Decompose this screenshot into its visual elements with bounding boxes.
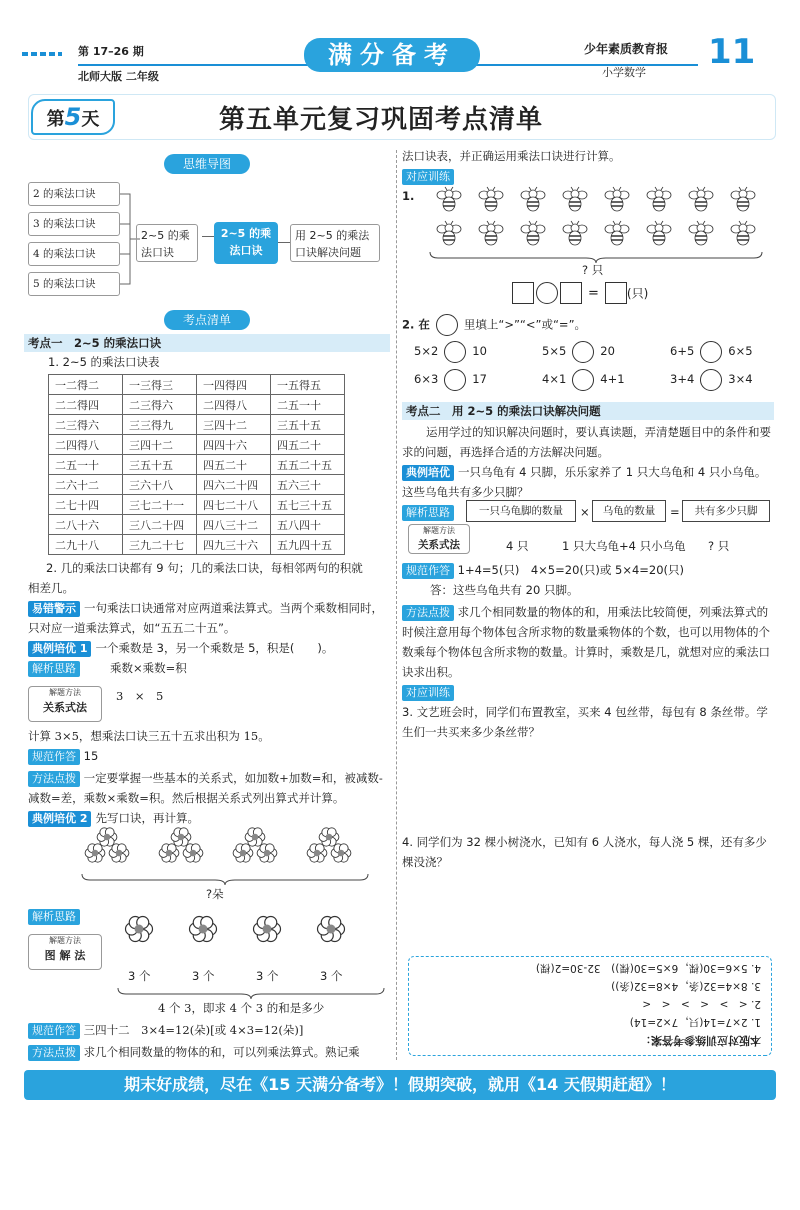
table-cell: 三七二十一 [123,495,197,515]
ex2-label: 典例培优 2 [28,811,91,827]
blank-circle[interactable] [536,282,558,304]
bee-icon [730,186,756,218]
below-label: ? 只 [708,539,730,553]
bee-icon [688,220,714,252]
mindmap-mid: 2~5 的乘法口诀 [136,224,198,262]
method-box-right [408,524,470,554]
compare-circle[interactable] [700,341,722,363]
compare-circle[interactable] [572,369,594,391]
bee-icon [436,220,462,252]
flower-icon [252,914,282,948]
flower-icon [188,914,218,948]
tip2-text: 求几个相同数量的物体的和，可以列乘法算式。熟记乘 [83,1045,360,1059]
table-row [49,455,345,475]
tip2-label: 方法点拨 [28,1045,80,1061]
table-cell: 一四得四 [197,375,271,395]
bee-icon [562,186,588,218]
group-label: 3 个 [256,969,279,983]
warn-label: 易错警示 [28,601,80,617]
group-label: 3 个 [320,969,343,983]
table-cell: 三三得九 [123,415,197,435]
ex1-text: 一个乘数是 3，另一个乘数是 5，积是( )。 [95,641,334,655]
train-label: 对应训练 [402,169,454,185]
flower-singles [108,906,378,952]
bee-icon [646,220,672,252]
formula-nums: 3 × 5 [116,689,164,703]
tip-right-text: 求几个相同数量的物体的和，用乘法比较简便，列乘法算式的时候注意用每个物体包含所求物的数量乘物体的个数，也可以用物体的个数乘每个物体包含所求物的数量。计算时，乘数是几，就想对应的乘法口诀求出积。 [402,605,770,679]
issue-text: 第 17–26 期 [78,45,144,58]
table-row [49,415,345,435]
flower-group [76,826,136,876]
mindmap-heading: 思维导图 [164,154,250,174]
table-cell: 三五十五 [271,415,345,435]
table-cell: 四八三十二 [197,515,271,535]
table-cell: 三六十八 [123,475,197,495]
checklist-heading: 考点清单 [164,310,250,330]
table-cell: 五九四十五 [271,535,345,555]
formula: 乘数×乘数=积 [110,661,187,675]
table-cell: 五六三十 [271,475,345,495]
compare-right: 20 [600,344,615,358]
bee-icon [520,186,546,218]
ans-line1: 1+4=5(只) 4×5=20(只)或 5×4=20(只) [457,563,685,577]
table-cell: 二四得八 [49,435,123,455]
mindmap-item: 4 的乘法口诀 [28,242,120,266]
bee-icon [688,186,714,218]
day-prefix: 第 [46,109,65,130]
compare-left: 3+4 [670,372,695,386]
warn-text: 一句乘法口诀通常对应两道乘法算式。当两个乘数相同时，只对应一道乘法算式，如“五五二十五”。 [28,601,383,635]
method-name-right: 关系式法 [418,539,460,551]
an-label: 解析思路 [402,505,454,521]
title-block [28,94,776,140]
column-divider [396,150,397,1060]
mindmap-item: 2 的乘法口诀 [28,182,120,206]
left-column [24,150,392,1210]
bee-icon [478,220,504,252]
mindmap-right: 用 2~5 的乘法口诀解决问题 [290,224,380,262]
banner-title: 满分备考 [304,38,480,72]
group-label: 3 个 [192,969,215,983]
relation-box: 乌龟的数量 [592,500,666,522]
method2-box [28,934,102,970]
mindmap-connector [278,242,290,243]
right-column [402,146,776,1066]
flower-icon [256,842,278,868]
table-row [49,435,345,455]
bee-icon [520,220,546,252]
footer-banner: 期末好成绩，尽在《15 天满分备考》！假期突破，就用《14 天假期赶超》！ [24,1070,776,1100]
flower-brace [80,872,370,886]
compare-circle[interactable] [572,341,594,363]
table-cell: 四九三十六 [197,535,271,555]
bee-icon [604,220,630,252]
bee-icon [562,220,588,252]
ex-label: 典例培优 [402,465,454,481]
compare-circle[interactable] [444,369,466,391]
flower-icon [316,914,346,948]
table-row [49,535,345,555]
compare-right: 6×5 [728,344,753,358]
q4-text: 4. 同学们为 32 棵小树浇水，已知有 6 人浇水，每人浇 5 棵，还有多少棵没浇？ [402,835,767,869]
header-bar [22,32,782,72]
table-cell: 三四十二 [197,415,271,435]
flower-icon [124,914,154,948]
table-cell: 四六二十四 [197,475,271,495]
answer-key-item: 3. 8×4=32(条，4×8=32(条)) [611,980,761,992]
table-cell: 一二得二 [49,375,123,395]
flower-icon [108,842,130,868]
flower-group [150,826,210,876]
table-cell: 五七三十五 [271,495,345,515]
compare-area [414,340,774,400]
times-sign: × [580,505,590,519]
answer2-label: 规范作答 [28,1023,80,1039]
flower-icon [158,842,180,868]
flower-icon [84,842,106,868]
compare-circle[interactable] [700,369,722,391]
table-cell: 二三得六 [123,395,197,415]
flower-question: ?朵 [206,887,224,901]
q1-blank-row: = (只) [512,282,648,304]
compare-left: 5×2 [414,344,439,358]
flower-icon [232,842,254,868]
group-note: 4 个 3，即求 4 个 3 的和是多少 [158,1001,325,1015]
analysis2-label: 解析思路 [28,909,80,925]
mindmap-center: 2~5 的乘法口诀 [214,222,278,264]
day-suffix: 天 [81,109,100,130]
table-cell: 二五一十 [271,395,345,415]
method2-name: 图 解 法 [44,949,86,962]
flower-icon [182,842,204,868]
answer2-text: 三四十二 3×4=12(朵)[或 4×3=12(朵)] [83,1023,304,1037]
table-cell: 二二得四 [49,395,123,415]
below-label: 1 只大乌龟+4 只小乌龟 [562,539,686,553]
tip-label: 方法点拨 [28,771,80,787]
mindmap-item: 3 的乘法口诀 [28,212,120,236]
subject-text: 小学数学 [602,66,646,79]
paper-name: 少年素质教育报 [584,42,669,56]
tip-text: 一定要掌握一些基本的关系式，如加数+加数=和，被减数-减数=差，乘数×乘数=积。然后根据关系式列出算式并计算。 [28,771,383,805]
method-box [28,686,102,722]
kp1-p2: 2. 几的乘法口诀都有 9 句；几的乘法口诀，每相邻两句的积就相差几。 [28,561,363,595]
page-title: 第五单元复习巩固考点清单 [219,105,544,135]
group-label: 3 个 [128,969,151,983]
method2-small: 解题方法 [49,936,81,945]
table-cell: 三九二十七 [123,535,197,555]
kp1-title: 考点一 2~5 的乘法口诀 [24,334,390,352]
method-small-right: 解题方法 [423,526,455,535]
day-badge [31,99,115,135]
compare-item [414,340,487,363]
compare-right: 10 [472,344,487,358]
table-cell: 二九十八 [49,535,123,555]
blank-box[interactable] [512,282,534,304]
ex2-text: 先写口诀，再计算。 [95,811,199,825]
edition-text: 北师大版 二年级 [78,70,159,83]
table-cell: 二五一十 [49,455,123,475]
flower-icon [306,842,328,868]
table-cell: 三四十二 [123,435,197,455]
q2-number: 2. 在 [402,317,430,332]
flower-groups [76,826,376,876]
table-cell: 四四十六 [197,435,271,455]
flower-group [298,826,358,876]
compare-circle[interactable] [444,341,466,363]
table-cell: 二八十六 [49,515,123,535]
ans-line2: 答：这些乌龟共有 20 只脚。 [430,583,579,597]
compare-right: 3×4 [728,372,753,386]
table-row [49,375,345,395]
day-number: 5 [64,103,82,131]
q1-unit: (只) [626,286,649,301]
calc-text: 计算 3×5，想乘法口诀三五十五求出积为 15。 [28,729,270,743]
table-row [49,475,345,495]
kp1-sub1: 1. 2~5 的乘法口诀表 [48,355,160,369]
table-cell: 五八四十 [271,515,345,535]
compare-left: 4×1 [542,372,567,386]
table-cell: 一五得五 [271,375,345,395]
table-cell: 二六十二 [49,475,123,495]
q2-text: 里填上“>”“<”或“=”。 [463,317,587,332]
table-cell: 四五二十 [271,435,345,455]
relation-box: 一只乌龟脚的数量 [466,500,576,522]
table-row [49,495,345,515]
bee-icon [478,186,504,218]
table-cell: 五五二十五 [271,455,345,475]
equals-sign: = [670,505,680,519]
compare-item [542,340,615,363]
table-cell: 二三得六 [49,415,123,435]
ex-text: 一只乌龟有 4 只脚，乐乐家养了 1 只大乌龟和 4 只小乌龟。这些乌龟共有多少只脚？ [402,465,767,499]
table-cell: 四五二十 [197,455,271,475]
compare-left: 6+5 [670,344,695,358]
compare-item [670,368,753,391]
bee-icon [646,186,672,218]
answer-key-item: 2. < > < > < < [642,998,761,1010]
table-row [49,395,345,415]
multiplication-table [48,374,345,555]
blank-box[interactable] [605,282,627,304]
bee-question: ? 只 [582,263,604,277]
right-cont: 法口诀表，并正确运用乘法口诀进行计算。 [402,149,621,163]
header-decoration [22,52,62,56]
table-row [49,515,345,535]
flower-group [224,826,284,876]
table-cell: 四七二十八 [197,495,271,515]
compare-right: 4+1 [600,372,625,386]
bee-icon [730,220,756,252]
compare-left: 6×3 [414,372,439,386]
ans-label: 规范作答 [402,563,454,579]
answer-key-item: 1. 2×7=14(只，7×2=14) [629,1016,761,1028]
kp2-title: 考点二 用 2~5 的乘法口诀解决问题 [402,402,774,420]
compare-right: 17 [472,372,487,386]
table-cell: 二四得八 [197,395,271,415]
answer-key-item: 4. 5×6=30(棵，6×5=30(棵)) 32-30=2(棵) [535,962,761,974]
relation-box: 共有多少只脚 [682,500,770,522]
method-small: 解题方法 [49,688,81,697]
table-cell: 三八二十四 [123,515,197,535]
answer-label: 规范作答 [28,749,80,765]
compare-item [670,340,753,363]
q2-circle [436,314,458,336]
train2-label: 对应训练 [402,685,454,701]
q3-text: 3. 文艺班会时，同学们布置教室，买来 4 包丝带，每包有 8 条丝带。学生们一共买来多少条丝带？ [402,705,768,739]
answer-key-box [408,956,772,1056]
flower-icon [330,842,352,868]
page-number: 11 [708,32,756,72]
answer-key-title: 本版对应训练参考答案： [640,1034,761,1047]
compare-item [414,368,487,391]
below-label: 4 只 [506,539,529,553]
bee-icon [436,186,462,218]
compare-item [542,368,625,391]
table-cell: 一三得三 [123,375,197,395]
compare-left: 5×5 [542,344,567,358]
bee-icon [604,186,630,218]
table-cell: 二七十四 [49,495,123,515]
ex1-label: 典例培优 1 [28,641,91,657]
kp2-intro: 运用学过的知识解决问题时，要认真读题，弄清楚题目中的条件和要求的问题，再选择合适的方法解决问题。 [402,425,771,459]
tip-right-label: 方法点拨 [402,605,454,621]
method-name: 关系式法 [43,701,87,714]
blank-box[interactable] [560,282,582,304]
answer-text: 15 [83,749,99,763]
analysis-label: 解析思路 [28,661,80,677]
mindmap-item: 5 的乘法口诀 [28,272,120,296]
table-cell: 三五十五 [123,455,197,475]
q1-number: 1. [402,189,415,203]
